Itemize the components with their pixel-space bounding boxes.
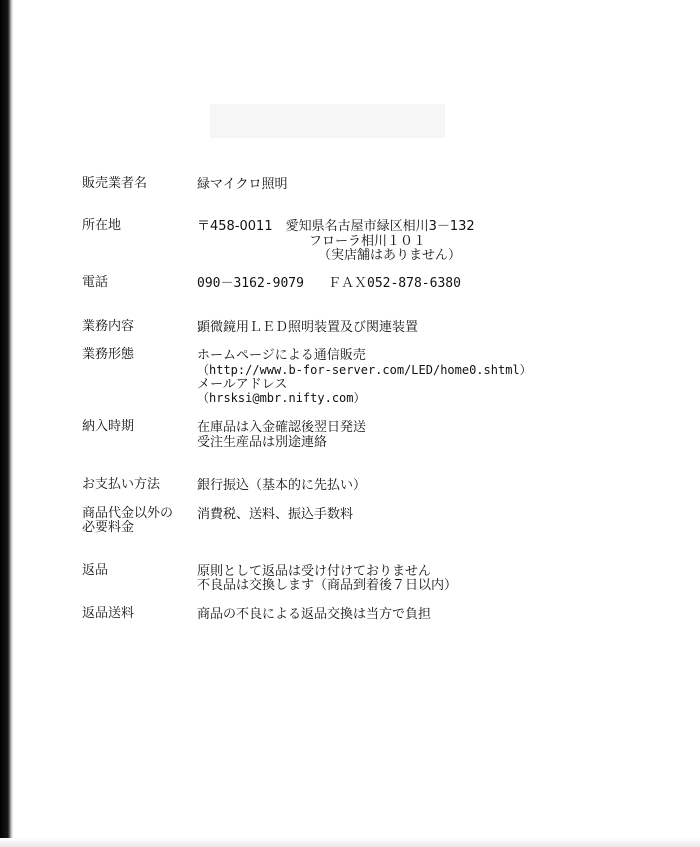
return-shipping-label: 返品送料 <box>82 606 135 621</box>
email-address: （hrsksi@mbr.nifty.com） <box>197 391 366 405</box>
returns-line-1: 原則として返品は受け付けておりません <box>197 564 432 579</box>
scan-bottom-edge <box>0 838 700 847</box>
website-url: （http://www.b-for-server.com/LED/home0.shtml） <box>197 363 532 377</box>
phone-label: 電話 <box>82 275 109 290</box>
fax-number: ＦＡＸ052-878-6380 <box>328 276 461 291</box>
address-line-1: 〒458-0011 愛知県名古屋市緑区相川3－132 <box>197 219 475 234</box>
fees-label-line-1: 商品代金以外の <box>82 506 174 521</box>
phone-number: 090－3162-9079 <box>197 276 304 291</box>
scan-left-edge <box>0 0 14 847</box>
form-line-1: ホームページによる通信販売 <box>197 348 366 363</box>
seller-label: 販売業者名 <box>82 176 148 191</box>
business-value: 顕微鏡用ＬＥＤ照明装置及び関連装置 <box>197 320 419 335</box>
payment-value: 銀行振込（基本的に先払い） <box>197 478 367 493</box>
faint-header-area <box>210 104 445 138</box>
form-label: 業務形態 <box>82 347 135 362</box>
delivery-line-1: 在庫品は入金確認後翌日発送 <box>197 420 367 435</box>
payment-label: お支払い方法 <box>82 477 161 492</box>
delivery-line-2: 受注生産品は別途連絡 <box>197 435 328 450</box>
delivery-label: 納入時期 <box>82 419 135 434</box>
form-line-3: メールアドレス <box>197 377 288 392</box>
fees-label-line-2: 必要料金 <box>82 520 135 535</box>
returns-label: 返品 <box>82 563 109 578</box>
returns-line-2: 不良品は交換します（商品到着後７日以内） <box>197 578 458 593</box>
address-line-2: フローラ相川１０１ <box>309 234 427 249</box>
address-label: 所在地 <box>82 218 122 233</box>
business-label: 業務内容 <box>82 319 135 334</box>
address-line-3: （実店舗はありません） <box>318 248 462 263</box>
seller-value: 緑マイクロ照明 <box>197 177 288 192</box>
fees-value: 消費税、送料、振込手数料 <box>197 507 354 522</box>
return-shipping-value: 商品の不良による返品交換は当方で負担 <box>197 607 432 622</box>
